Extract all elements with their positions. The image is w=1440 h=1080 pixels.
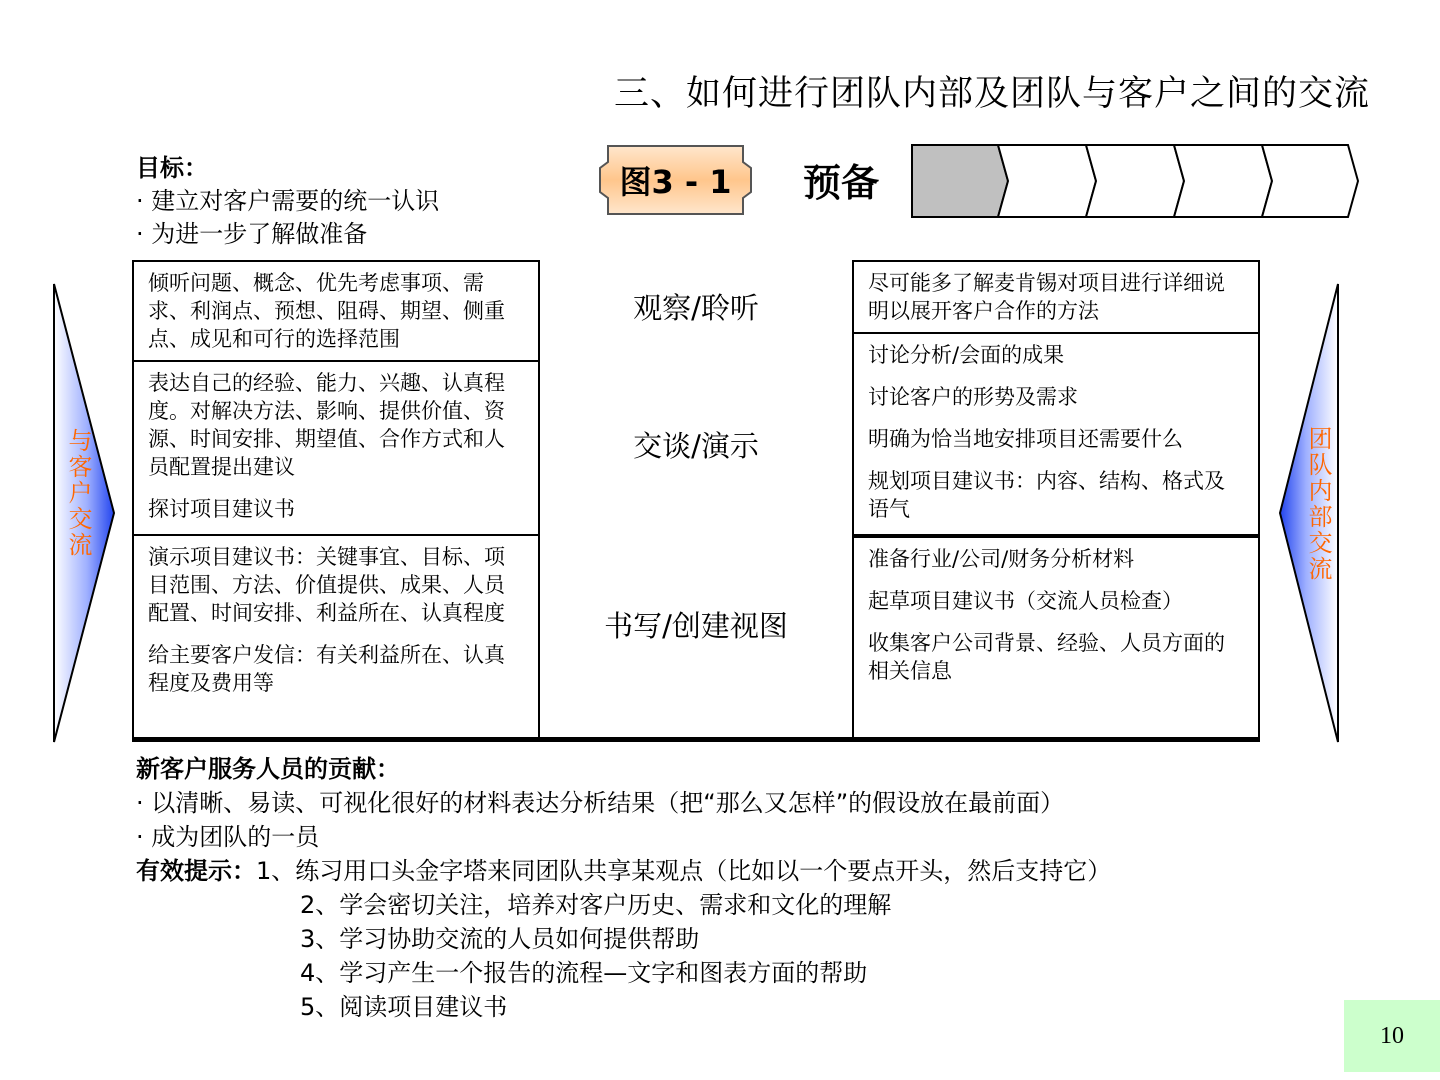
- mode-label-talk: 交谈/演示: [633, 429, 759, 463]
- tips-heading: 有效提示：: [136, 857, 256, 885]
- page-number: 10: [1344, 1000, 1440, 1072]
- right-box-text: 讨论客户的形势及需求: [868, 385, 1078, 409]
- left-box-listen: [132, 260, 540, 362]
- contribution-heading: 新客户服务人员的贡献：: [136, 755, 400, 783]
- right-box-text: 准备行业/公司/财务分析材料: [868, 547, 1135, 571]
- tip-item: 5、阅读项目建议书: [300, 993, 508, 1021]
- chevron-step-active: [912, 145, 1008, 217]
- mode-label-write: 书写/创建视图: [604, 609, 788, 643]
- stage-label: 预备: [803, 161, 880, 205]
- tip-item: 1、练习用口头金字塔来同团队共享某观点（比如以一个要点开头，然后支持它）: [256, 857, 1112, 885]
- right-box-listen: [852, 260, 1260, 334]
- right-box-text: 收集客户公司背景、经验、人员方面的相关信息: [868, 631, 1225, 683]
- mode-label-listen: 观察/聆听: [633, 291, 759, 325]
- left-box-talk: [132, 360, 540, 536]
- tip-item: 4、学习产生一个报告的流程—文字和图表方面的帮助: [300, 959, 868, 987]
- left-box-text: 探讨项目建议书: [148, 497, 295, 521]
- right-box-text: 规划项目建议书：内容、结构、格式及语气: [868, 469, 1225, 521]
- right-box-write: [852, 536, 1260, 739]
- chevron-step: [1262, 145, 1358, 217]
- contribution-item: · 成为团队的一员: [136, 823, 320, 851]
- chevron-step: [998, 145, 1096, 217]
- goal-heading: 目标：: [136, 154, 208, 182]
- table-bottom-rule: [132, 737, 1260, 742]
- left-box-write: [132, 534, 540, 739]
- tip-item: 2、学会密切关注，培养对客户历史、需求和文化的理解: [300, 891, 892, 919]
- goal-item: · 建立对客户需要的统一认识: [136, 187, 440, 215]
- chevron-step: [1086, 145, 1184, 217]
- right-box-talk: [852, 332, 1260, 536]
- left-side-label: 与客户交流: [64, 428, 92, 558]
- contribution-item: · 以清晰、易读、可视化很好的材料表达分析结果（把“那么又怎样”的假设放在最前面）: [136, 789, 1065, 817]
- figure-badge: [598, 144, 753, 216]
- right-box-text: 讨论分析/会面的成果: [868, 343, 1065, 367]
- left-box-text: 倾听问题、概念、优先考虑事项、需求、利润点、预想、阻碍、期望、侧重点、成见和可行的选择范围: [148, 271, 505, 351]
- figure-label: 图3 - 1: [619, 163, 732, 201]
- left-box-text: 演示项目建议书：关键事宜、目标、项目范围、方法、价值提供、成果、人员配置、时间安排、利益所在、认真程度: [148, 545, 505, 625]
- chevron-step: [1174, 145, 1272, 217]
- left-box-text: 给主要客户发信：有关利益所在、认真程度及费用等: [148, 643, 505, 695]
- right-box-text: 尽可能多了解麦肯锡对项目进行详细说明以展开客户合作的方法: [868, 271, 1225, 323]
- slide-title: 三、如何进行团队内部及团队与客户之间的交流: [613, 74, 1370, 114]
- process-chevrons: [910, 142, 1362, 220]
- tip-item: 3、学习协助交流的人员如何提供帮助: [300, 925, 700, 953]
- right-side-label: 团队内部交流: [1304, 426, 1332, 582]
- right-box-text: 明确为恰当地安排项目还需要什么: [868, 427, 1183, 451]
- contribution-section: [136, 752, 1111, 1024]
- goal-section: [136, 152, 439, 251]
- right-box-text: 起草项目建议书（交流人员检查）: [868, 589, 1183, 613]
- goal-item: · 为进一步了解做准备: [136, 220, 368, 248]
- left-box-text: 表达自己的经验、能力、兴趣、认真程度。对解决方法、影响、提供价值、资源、时间安排、期望值、合作方式和人员配置提出建议: [148, 371, 505, 479]
- tips-first-line: [136, 854, 1111, 888]
